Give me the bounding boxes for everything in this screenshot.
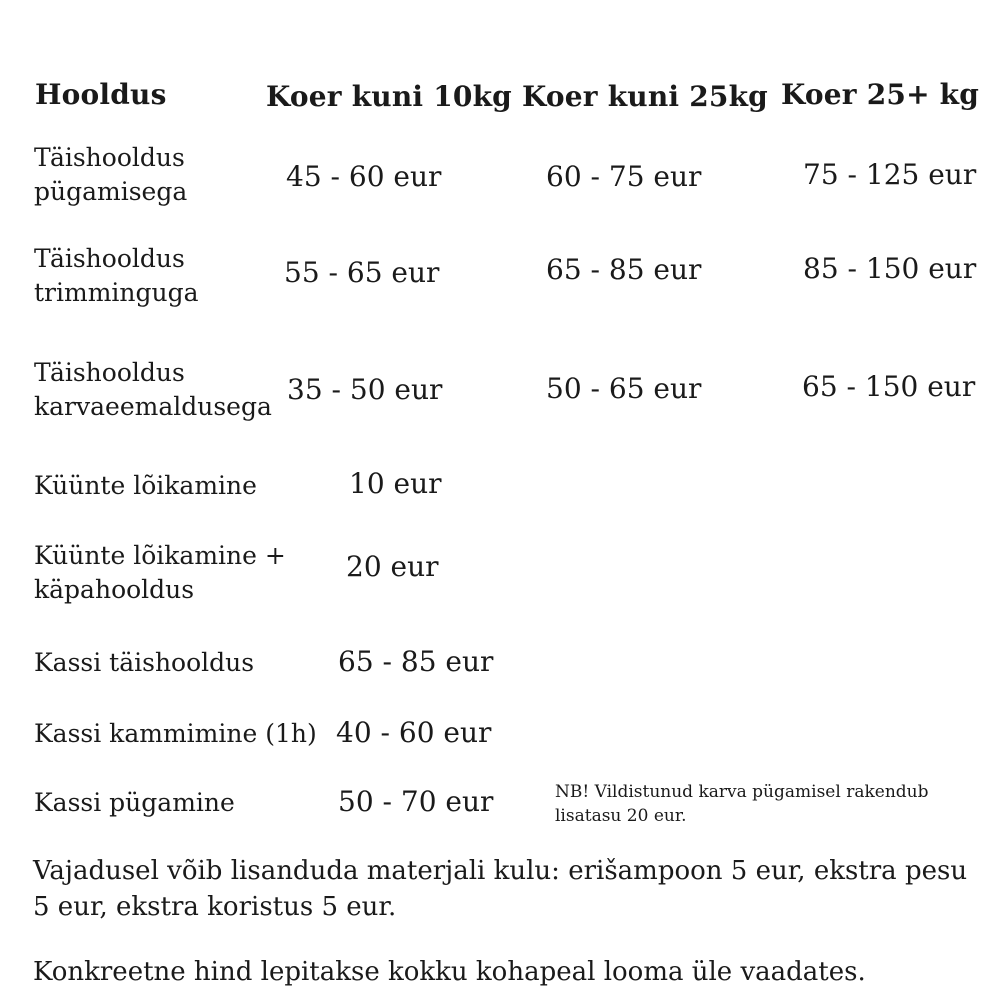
header-dog-large: Koer 25+ kg bbox=[781, 78, 980, 111]
header-dog-small: Koer kuni 10kg bbox=[266, 80, 512, 113]
service-name-line: Kassi täishooldus bbox=[34, 648, 255, 677]
price-small: 50 - 70 eur bbox=[338, 785, 494, 818]
service-name-line: käpahooldus bbox=[34, 575, 195, 604]
price-medium: 65 - 85 eur bbox=[546, 253, 702, 286]
service-name bbox=[34, 469, 257, 503]
service-name bbox=[34, 356, 272, 424]
note-line: lisatasu 20 eur. bbox=[555, 806, 687, 826]
service-name-line: pügamisega bbox=[34, 177, 188, 206]
price-small: 65 - 85 eur bbox=[338, 645, 494, 678]
note-line: NB! Vildistunud karva pügamisel rakendub bbox=[555, 782, 929, 802]
price-small: 55 - 65 eur bbox=[284, 256, 440, 289]
service-name bbox=[34, 539, 286, 607]
service-name-line: Küünte lõikamine + bbox=[34, 541, 286, 570]
price-large: 65 - 150 eur bbox=[802, 370, 976, 403]
price-large: 75 - 125 eur bbox=[803, 158, 977, 191]
service-name-line: Kassi pügamine bbox=[34, 788, 235, 817]
service-name-line: Küünte lõikamine bbox=[34, 471, 257, 500]
service-name-line: Täishooldus bbox=[34, 358, 185, 387]
price-small: 35 - 50 eur bbox=[287, 373, 443, 406]
header-dog-medium: Koer kuni 25kg bbox=[522, 80, 768, 113]
price-medium: 60 - 75 eur bbox=[546, 160, 702, 193]
price-agreement-text: Konkreetne hind lepitakse kokku kohapeal looma üle vaadates. bbox=[33, 957, 866, 987]
service-name-line: trimminguga bbox=[34, 278, 199, 307]
service-name-line: Kassi kammimine (1h) bbox=[34, 719, 317, 748]
service-name-line: karvaeemaldusega bbox=[34, 392, 272, 421]
service-name bbox=[34, 646, 254, 680]
materials-cost-text: Vajadusel võib lisanduda materjali kulu: erišampoon 5 eur, ekstra pesu 5 eur, ekstra koristus 5 eur. bbox=[33, 856, 968, 922]
price-large: 85 - 150 eur bbox=[803, 252, 977, 285]
service-name-line: Täishooldus bbox=[34, 143, 185, 172]
felted-fur-note bbox=[555, 780, 929, 828]
service-name bbox=[34, 141, 187, 209]
price-small: 45 - 60 eur bbox=[286, 160, 442, 193]
price-small: 10 eur bbox=[349, 467, 442, 500]
price-small: 20 eur bbox=[346, 550, 439, 583]
service-name bbox=[34, 242, 199, 310]
service-name bbox=[34, 786, 235, 820]
price-medium: 50 - 65 eur bbox=[546, 372, 702, 405]
service-name-line: Täishooldus bbox=[34, 244, 185, 273]
price-small: 40 - 60 eur bbox=[336, 716, 492, 749]
header-service: Hooldus bbox=[35, 78, 167, 111]
service-name bbox=[34, 717, 317, 751]
